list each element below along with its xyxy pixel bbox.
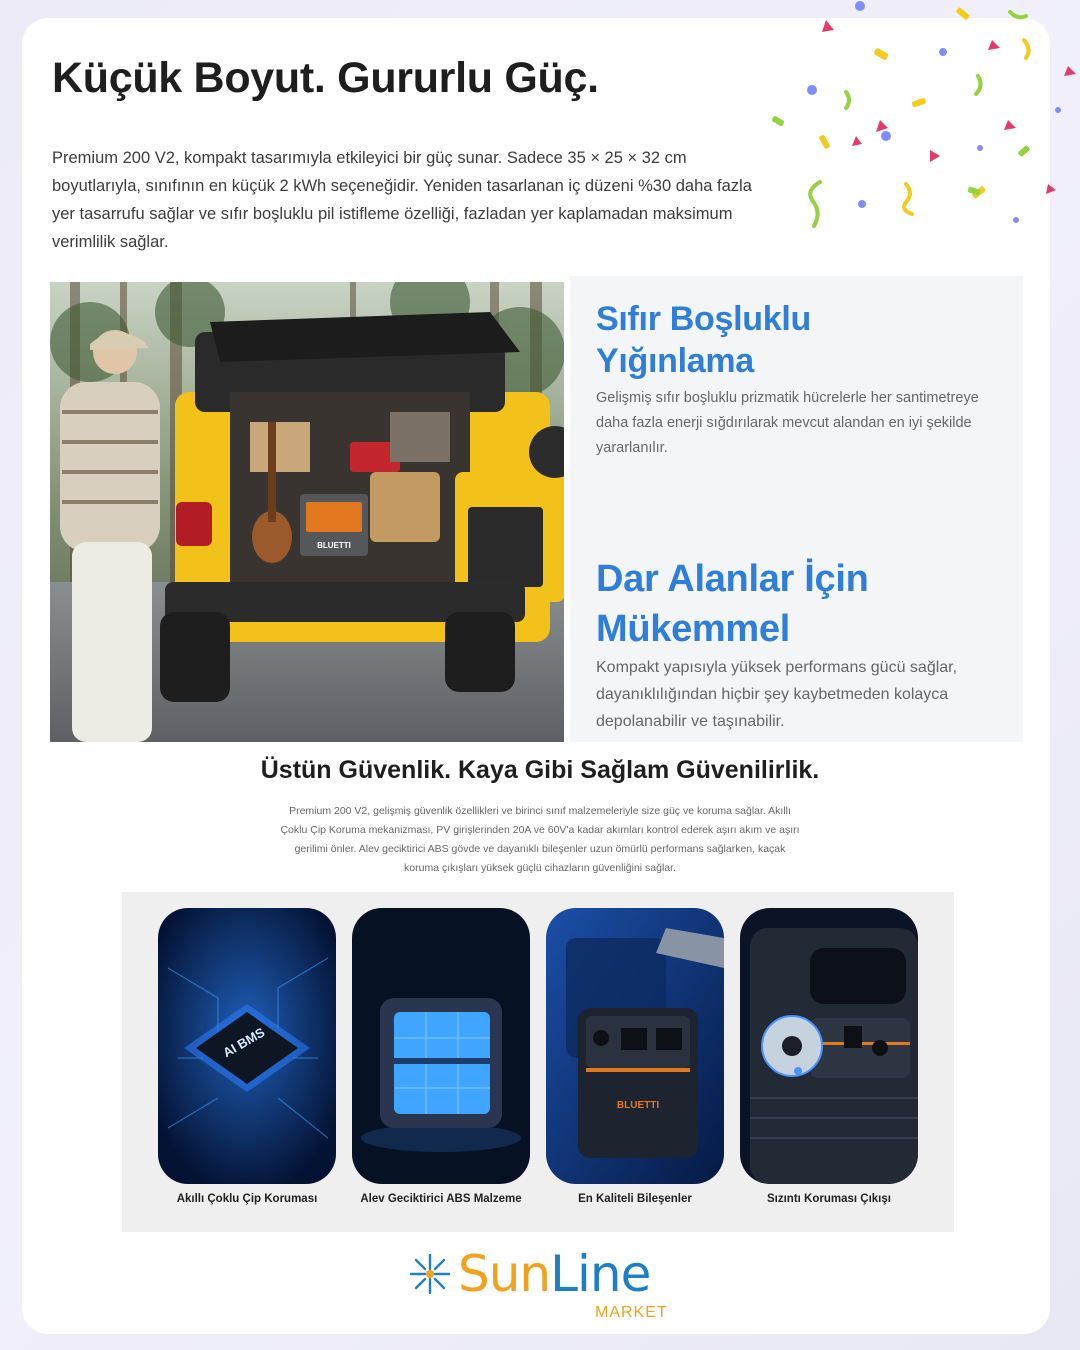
device-brand: BLUETTI — [616, 1100, 660, 1111]
sunline-logo — [408, 1246, 678, 1326]
tile-label-leakage-protection: Sızıntı Koruması Çıkışı — [767, 1193, 891, 1205]
snowflake-sun-icon — [408, 1252, 452, 1296]
glowing-battery-cube-icon — [352, 908, 530, 1184]
feature-text-zero-gap: Gelişmiş sıfır boşluklu prizmatik hücrelerle her santimetreye daha fazla enerji sığdırılarak mevcut alandan en iyi şekilde yararlanılır. — [596, 390, 979, 456]
tile-leakage-protection — [740, 908, 918, 1184]
feature-title-tight-spaces: Dar Alanlar İçin Mükemmel — [596, 558, 869, 650]
safety-text: Premium 200 V2, gelişmiş güvenlik özellikleri ve birinci sınıf malzemeleriyle size güç ve koruma sağlar. Akıllı Çoklu Çip Koruma mekanizması, PV girişlerinden 20A ve 60V'a kadar akımları kontrol ederek aşırı akım ve aşırı gerilimi önler. Alev geciktirici ABS gövde ve dayanıklı bileşenler uzun ömürlü performans sağlarken, kaçak koruma çıkışları yüksek güçlü cihazların güvenliğini sağlar. — [280, 805, 800, 874]
page-title: Küçük Boyut. Gururlu Güç. — [52, 54, 599, 102]
feature-title-zero-gap: Sıfır Boşluklu Yığınlama — [596, 300, 811, 380]
chip-label: AI BMS — [220, 1024, 268, 1061]
tile-label-flame-retardant: Alev Geciktirici ABS Malzeme — [360, 1193, 522, 1205]
safety-title: Üstün Güvenlik. Kaya Gibi Sağlam Güvenilirlik. — [260, 756, 820, 784]
feature-text-tight-spaces: Kompakt yapısıyla yüksek performans gücü sağlar, dayanıklılığından hiçbir şey kaybetmeden kolayca depolanabilir ve taşınabilir. — [596, 659, 958, 730]
protected-outlet-icon — [740, 908, 918, 1184]
logo-subtext: MARKET — [595, 1304, 668, 1321]
photo-device-brand: BLUETTI — [317, 541, 351, 550]
tile-label-smart-chip: Akıllı Çoklu Çip Koruması — [176, 1193, 318, 1205]
safety-tiles-panel — [122, 892, 954, 1232]
feature-panel — [570, 276, 1023, 742]
ai-bms-chip-icon — [158, 908, 336, 1184]
tile-label-quality-components: En Kaliteli Bileşenler — [578, 1193, 692, 1205]
tile-smart-chip — [158, 908, 336, 1184]
tile-flame-retardant — [352, 908, 530, 1184]
power-station-device-icon — [546, 908, 724, 1184]
content-card — [22, 18, 1050, 1334]
intro-paragraph: Premium 200 V2, kompakt tasarımıyla etkileyici bir güç sunar. Sadece 35 × 25 × 32 cm boyutlarıyla, sınıfının en küçük 2 kWh seçeneğidir. Yeniden tasarlanan iç düzeni %30 daha fazla yer tasarrufu sağlar ve sıfır boşluklu pil istifleme özelliği, fazladan yer kaplamadan maksimum verimlilik sağlar. — [52, 149, 752, 251]
vehicle-trunk-photo — [50, 282, 564, 742]
tile-quality-components — [546, 908, 724, 1184]
logo-wordmark: SunLine — [458, 1245, 651, 1303]
